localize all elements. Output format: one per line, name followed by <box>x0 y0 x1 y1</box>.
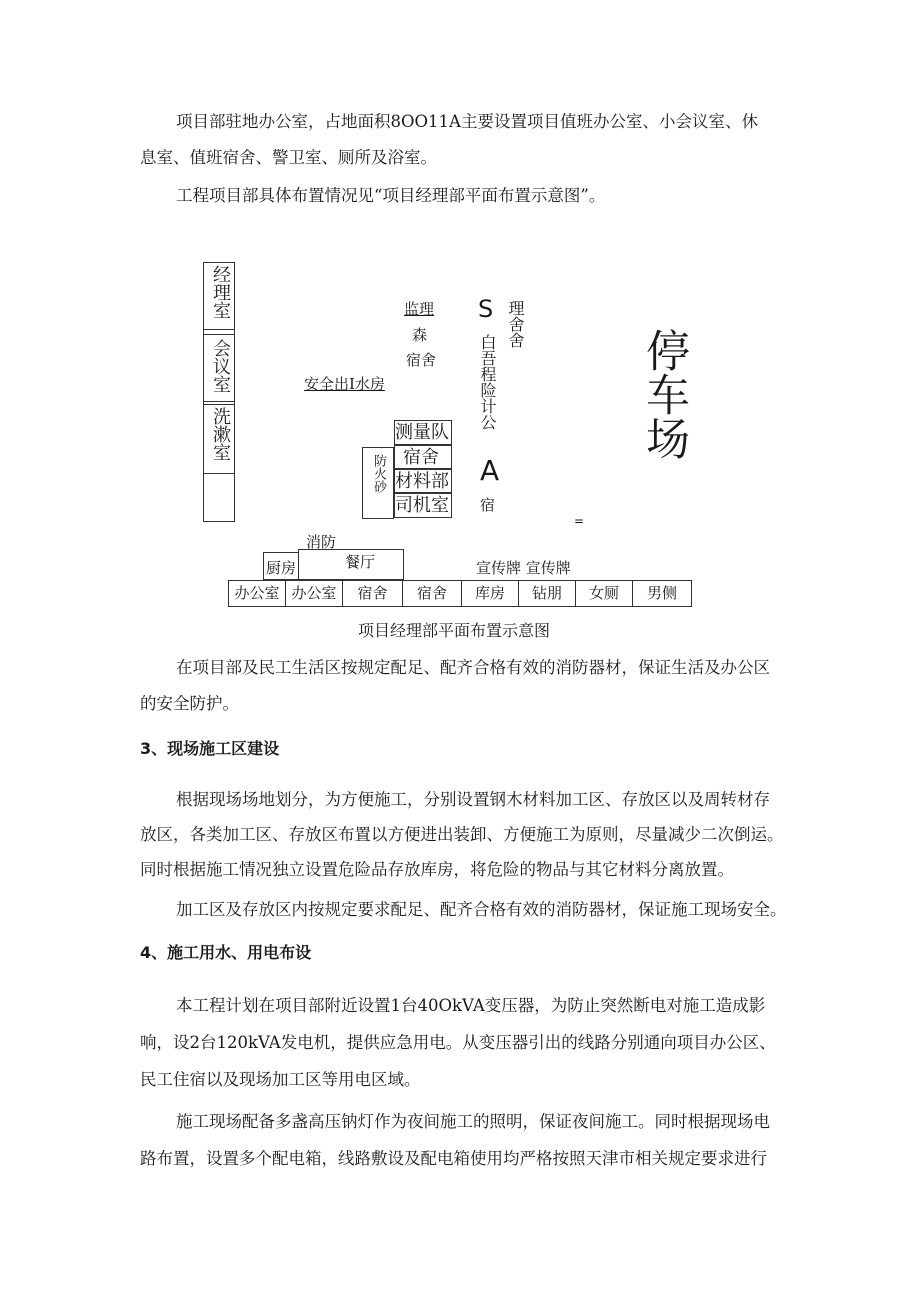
heading-4: 4、施工用水、用电布设 <box>140 943 312 962</box>
bottom-office-1: 办公室 <box>228 580 286 607</box>
bottom-drill-shed: 钻朋 <box>518 580 576 607</box>
intro-para1-line2: 息室、值班宿舍、警卫室、厕所及浴室。 <box>140 148 437 167</box>
para7-line1: 施工现场配备多盏高压钠灯作为夜间施工的照明，保证夜间施工。同时根据现场电 <box>176 1112 770 1131</box>
meeting-room-label: 会议室 <box>210 339 231 393</box>
dorm-label: 宿舍 <box>403 447 439 468</box>
diagram-caption: 项目经理部平面布置示意图 <box>358 621 551 640</box>
para3-line2: 的安全防护。 <box>140 694 239 713</box>
dining-label: 餐厅 <box>345 553 376 571</box>
materials-dept-box <box>394 469 452 493</box>
dorm-box <box>394 445 452 469</box>
intro-para1-line1: 项目部驻地办公室，占地面积8OO11A主要设置项目值班办公室、小会议室、休 <box>176 112 758 131</box>
para7-line2: 路布置，设置多个配电箱，线路敷设及配电箱使用均严格按照天津市相关规定要求进行 <box>140 1149 767 1168</box>
bottom-warehouse: 库房 <box>461 580 519 607</box>
para5: 加工区及存放区内按规定要求配足、配齐合格有效的消防器材，保证施工现场安全。 <box>176 900 787 919</box>
para4-line3: 同时根据施工情况独立设置危险品存放库房，将危险的物品与其它材料分离放置。 <box>140 860 734 879</box>
li-she-she: 理舍舍 <box>506 300 525 348</box>
wash-room <box>203 404 235 474</box>
driver-room-box <box>394 493 452 518</box>
manager-room <box>203 262 235 330</box>
driver-room-label: 司机室 <box>395 495 449 516</box>
fire-sand-label: 防火砂 <box>371 454 386 493</box>
bottom-mens-toilet: 男侧 <box>632 580 692 607</box>
supervisor-label: 监理 <box>404 300 435 318</box>
safety-exit-water-room: 安全出I水房 <box>304 375 385 393</box>
meeting-room <box>203 334 235 402</box>
su-label: 宿 <box>480 496 496 514</box>
bottom-office-2: 办公室 <box>285 580 343 607</box>
kitchen-box <box>263 552 299 580</box>
heading-3: 3、现场施工区建设 <box>140 739 280 758</box>
fire-protection-label: 消防 <box>306 533 337 551</box>
bottom-dorm-1: 宿舍 <box>342 580 403 607</box>
para6-line1: 本工程计划在项目部附近设置1台40OkVA变压器，为防止突然断电对施工造成影 <box>176 996 766 1015</box>
manager-room-label: 经理室 <box>210 265 231 319</box>
supervisor-sen: 森 <box>412 326 428 344</box>
dining-box <box>298 549 404 580</box>
bottom-dorm-2: 宿舍 <box>402 580 462 607</box>
fire-sand-box <box>362 447 394 519</box>
kitchen-label: 厨房 <box>266 559 297 577</box>
para6-line3: 民工住宿以及现场加工区等用电区域。 <box>140 1070 421 1089</box>
materials-dept-label: 材料部 <box>395 471 449 492</box>
para4-line1: 根据现场场地划分，为方便施工，分别设置钢木材料加工区、存放区以及周转材存 <box>176 790 770 809</box>
s-mark: S <box>478 295 494 323</box>
bottom-womens-toilet: 女厕 <box>575 580 633 607</box>
vertical-text: 白吾程险计公 <box>478 334 497 430</box>
publicity-boards: 宣传牌 宣传牌 <box>476 559 571 577</box>
equals-mark: = <box>574 514 585 528</box>
para6-line2: 响，设2台120kVA发电机，提供应急用电。从变压器引出的线路分别通向项目办公区、 <box>140 1033 776 1052</box>
para3-line1: 在项目部及民工生活区按规定配足、配齐合格有效的消防器材，保证生活及办公区 <box>176 658 770 677</box>
a-mark: A <box>480 454 500 487</box>
supervisor-dorm: 宿舍 <box>406 351 437 369</box>
survey-team-label: 测量队 <box>395 422 449 443</box>
survey-team-box <box>394 420 452 445</box>
intro-para2: 工程项目部具体布置情况见“项目经理部平面布置示意图”。 <box>176 186 606 205</box>
para4-line2: 放区，各类加工区、存放区布置以方便进出装卸、方便施工为原则，尽量减少二次倒运。 <box>140 825 784 844</box>
parking-label: 停车场 <box>638 328 689 460</box>
wash-room-label: 洗漱室 <box>210 407 231 461</box>
